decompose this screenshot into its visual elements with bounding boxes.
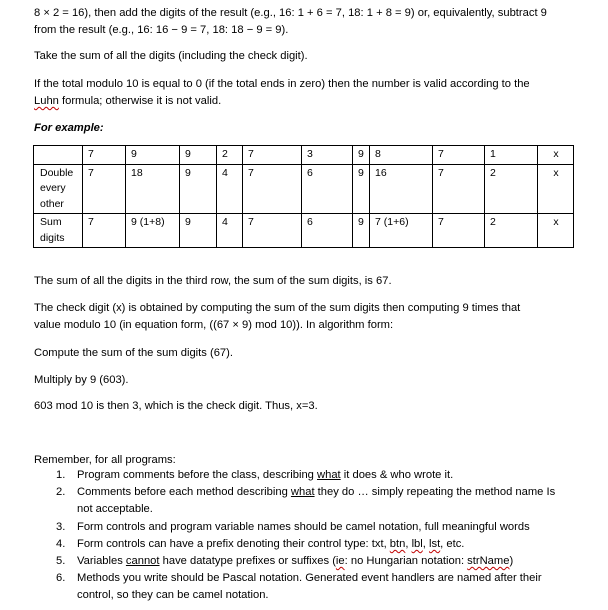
third-row-sum-paragraph: The sum of all the digits in the third row, the sum of the sum digits, is 67. xyxy=(34,275,392,287)
table-cell: 9 xyxy=(353,164,370,214)
modulo-paragraph-line-1: If the total modulo 10 is equal to 0 (if the total ends in zero) then the number is valid according to the xyxy=(34,78,530,90)
list-number: 4. xyxy=(56,537,66,550)
example-strname: strName xyxy=(467,555,510,568)
modulo-paragraph-line-2 xyxy=(34,93,594,109)
luhn-example-table xyxy=(33,145,574,248)
table-cell: 7 xyxy=(433,214,485,248)
modulo-paragraph-tail: formula; otherwise it is not valid. xyxy=(58,95,222,107)
table-cell: 7 xyxy=(83,214,126,248)
emphasis-word: what xyxy=(317,469,341,481)
table-cell: x xyxy=(538,164,574,214)
table-cell: 9 xyxy=(180,146,217,165)
list-number: 5. xyxy=(56,555,66,568)
table-cell: 9 xyxy=(353,146,370,165)
table-cell: 4 xyxy=(217,164,243,214)
luhn-word: Luhn xyxy=(34,95,59,107)
list-text: Form controls can have a prefix denoting their control type: txt, xyxy=(77,537,390,550)
prefix-btn: btn xyxy=(389,537,406,550)
table-cell: 9 (1+8) xyxy=(126,214,180,248)
algorithm-step-3: 603 mod 10 is then 3, which is the check digit. Thus, x=3. xyxy=(34,400,318,412)
table-cell: 7 xyxy=(243,146,302,165)
list-text: , xyxy=(405,537,412,550)
table-cell: 9 xyxy=(180,164,217,214)
table-cell: 9 xyxy=(180,214,217,248)
table-cell: 2 xyxy=(217,146,243,165)
check-digit-line-2: value modulo 10 (in equation form, ((67 × 9) mod 10)). In algorithm form: xyxy=(34,319,394,331)
table-cell: 7 xyxy=(433,146,485,165)
prefix-lbl: lbl xyxy=(411,537,423,550)
table-cell: 2 xyxy=(485,214,538,248)
table-row-label: Double every other xyxy=(34,164,83,214)
list-text: not acceptable. xyxy=(77,503,153,516)
list-text: Variables xyxy=(77,555,126,568)
list-text: Comments before each method describing xyxy=(77,486,291,499)
list-number: 3. xyxy=(56,520,66,533)
program-rules-list xyxy=(56,467,596,605)
list-item xyxy=(56,484,596,518)
table-cell: x xyxy=(538,214,574,248)
table-cell: 2 xyxy=(485,164,538,214)
list-text: Methods you write should be Pascal notation. Generated event handlers are named after their xyxy=(77,572,542,585)
list-text: it does & who wrote it. xyxy=(340,469,454,481)
list-text: Program comments before the class, describing xyxy=(77,469,318,481)
table-row-label: Sum digits xyxy=(34,214,83,248)
remember-heading: Remember, for all programs: xyxy=(34,454,176,466)
table-cell: 7 xyxy=(243,164,302,214)
list-text: Form controls and program variable names should be camel notation, full meaningful words xyxy=(77,520,530,533)
table-cell xyxy=(34,146,83,165)
table-cell: 8 xyxy=(370,146,433,165)
table-cell: 1 xyxy=(485,146,538,165)
list-text: they do … simply repeating the method name Is xyxy=(314,486,556,499)
abbrev-ie: ie xyxy=(335,555,345,568)
list-item xyxy=(56,536,596,553)
table-cell: 7 (1+6) xyxy=(370,214,433,248)
list-text: : no Hungarian notation: xyxy=(344,555,468,568)
for-example-heading: For example: xyxy=(34,122,104,134)
table-cell: 7 xyxy=(433,164,485,214)
emphasis-word: what xyxy=(290,486,315,499)
list-text: , xyxy=(422,537,429,550)
list-text: control, so they can be camel notation. xyxy=(77,589,269,602)
table-cell: 3 xyxy=(302,146,353,165)
list-text: , etc. xyxy=(440,537,465,550)
table-cell: 9 xyxy=(126,146,180,165)
prefix-lst: lst xyxy=(428,537,441,550)
intro-line-2: from the result (e.g., 16: 16 − 9 = 7, 18: 18 − 9 = 9). xyxy=(34,24,289,36)
emphasis-word: cannot xyxy=(125,555,160,568)
list-number: 6. xyxy=(56,572,66,585)
table-row xyxy=(34,164,574,214)
table-cell: 7 xyxy=(243,214,302,248)
algorithm-step-2: Multiply by 9 (603). xyxy=(34,374,129,386)
table-cell: 4 xyxy=(217,214,243,248)
table-cell: 9 xyxy=(353,214,370,248)
list-item xyxy=(56,467,596,484)
table-cell: x xyxy=(538,146,574,165)
sum-step-paragraph: Take the sum of all the digits (including the check digit). xyxy=(34,50,308,62)
list-item xyxy=(56,519,596,536)
table-row xyxy=(34,214,574,248)
list-item xyxy=(56,553,596,570)
table-cell: 16 xyxy=(370,164,433,214)
table-cell: 6 xyxy=(302,164,353,214)
table-cell: 6 xyxy=(302,214,353,248)
table-row xyxy=(34,146,574,165)
algorithm-step-1: Compute the sum of the sum digits (67). xyxy=(34,347,233,359)
list-number: 1. xyxy=(56,469,66,481)
list-text: ) xyxy=(509,555,514,568)
table-cell: 7 xyxy=(83,164,126,214)
table-cell: 18 xyxy=(126,164,180,214)
table-cell: 7 xyxy=(83,146,126,165)
check-digit-line-1: The check digit (x) is obtained by computing the sum of the sum digits then computing 9 times that xyxy=(34,302,521,314)
list-number: 2. xyxy=(56,486,66,499)
list-text: have datatype prefixes or suffixes ( xyxy=(159,555,336,568)
list-item xyxy=(56,570,596,604)
intro-line-1: 8 × 2 = 16), then add the digits of the result (e.g., 16: 1 + 6 = 7, 18: 1 + 8 = 9) or, equivalently, subtract 9 xyxy=(34,7,547,19)
